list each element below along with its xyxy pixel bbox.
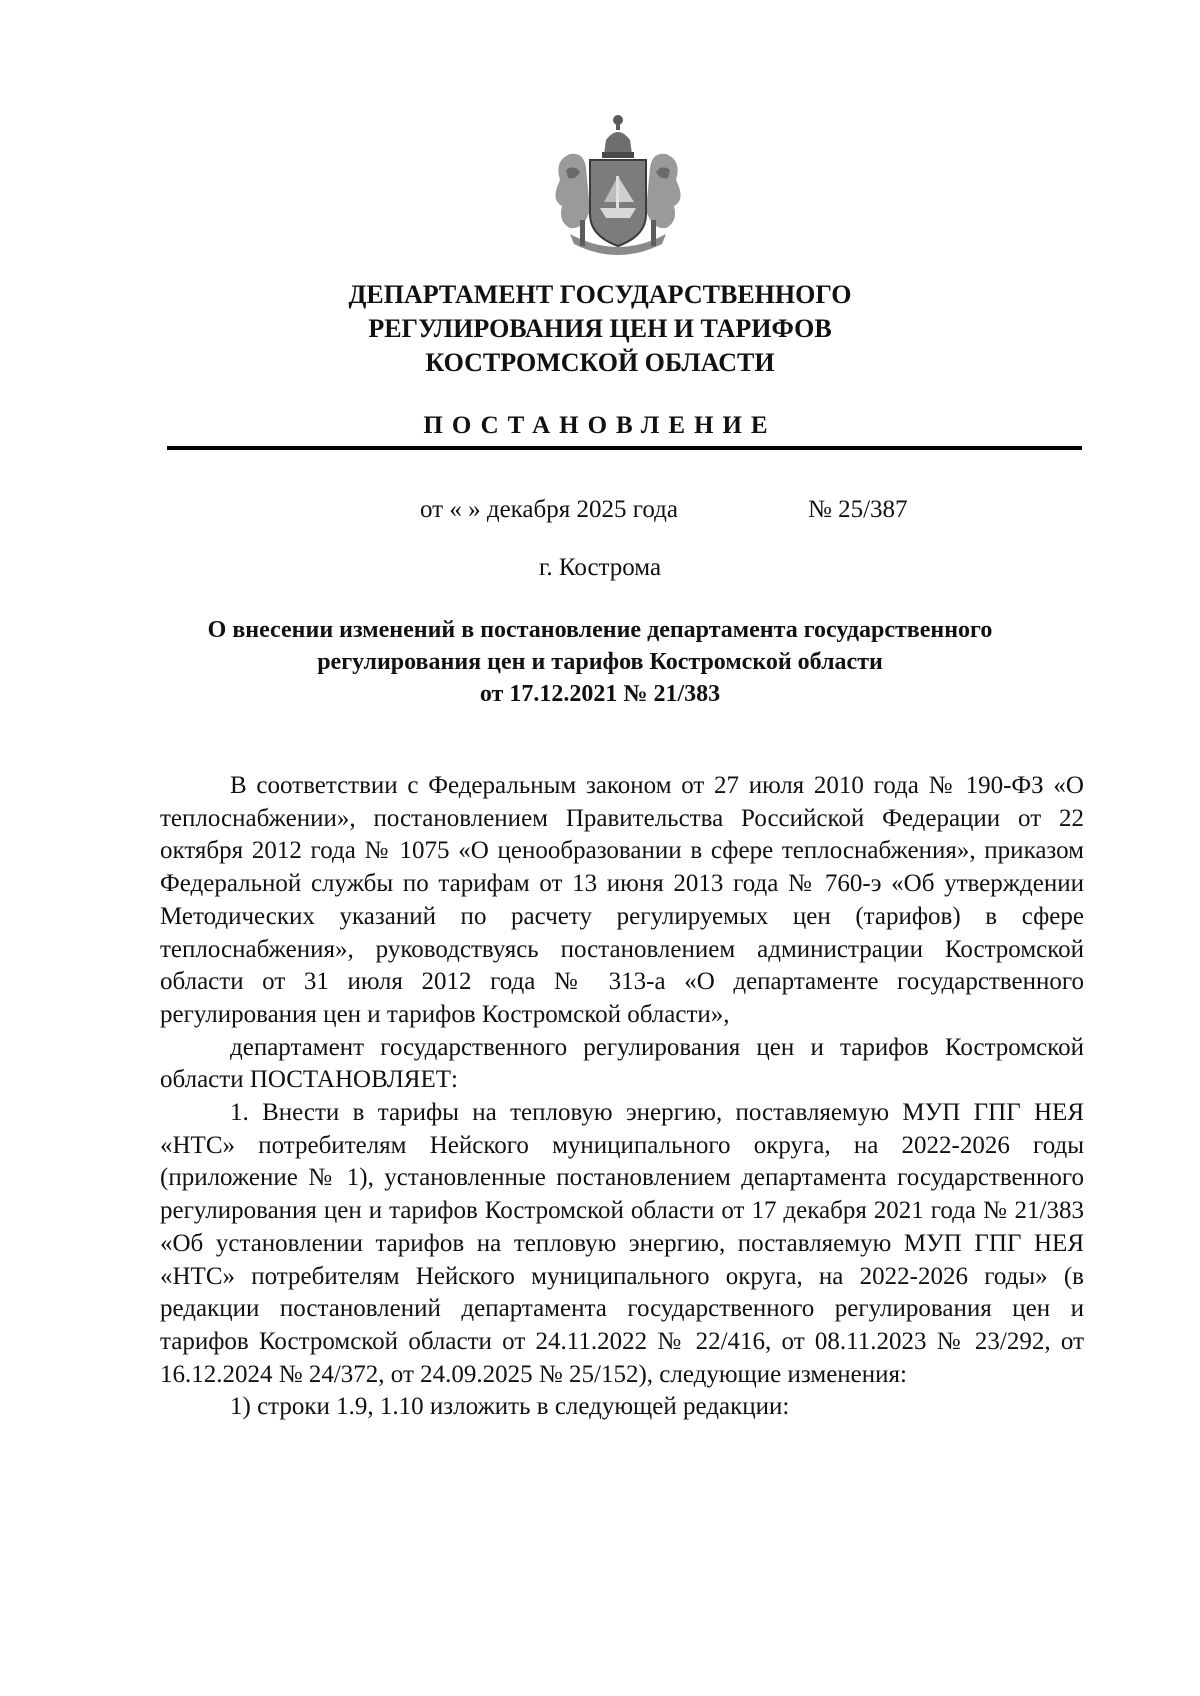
coat-of-arms-icon xyxy=(540,110,696,262)
body-paragraph-item-1: 1. Внести в тарифы на тепловую энергию, поставляемую МУП ГПГ НЕЯ «НТС» потребителям Нейского муниципального округа, на 2022-2026 годы (приложение № 1), установленные постановлением департамента государственного регулирования цен и тарифов Костромской области от 17 декабря 2021 года № 21/383 «Об установлении тарифов на тепловую энергию, поставляемую МУП ГПГ НЕЯ «НТС» потребителям Нейского муниципального округа, на 2022-2026 годы» (в редакции постановлений департамента государственного регулирования цен и тарифов Костромской области от 24.11.2022 № 22/416, от 08.11.2023 № 23/292, от 16.12.2024 № 24/372, от 24.09.2025 № 25/152), следующие изменения: xyxy=(160,1099,1084,1388)
body-paragraph-resolves: департамент государственного регулирования цен и тарифов Костромской области ПОСТАНОВЛЯЕТ: xyxy=(160,1033,1084,1094)
document-date: от « » декабря 2025 года xyxy=(420,496,678,523)
body-paragraph-preamble: В соответствии с Федеральным законом от 27 июля 2010 года № 190-ФЗ «О теплоснабжении», постановлением Правительства Российской Федерации от 22 октября 2012 года № 1075 «О ценообразовании в сфере теплоснабжения», приказом Федеральной службы по тарифам от 13 июня 2013 года № 760-э «Об утверждении Методических указаний по расчету регулируемых цен (тарифов) в сфере теплоснабжения», руководствуясь постановлением администрации Костромской области от 31 июля 2012 года № 313-а «О департаменте государственного регулирования цен и тарифов Костромской области», xyxy=(160,772,1084,1028)
document-number: № 25/387 xyxy=(808,496,908,523)
date-number-line xyxy=(0,494,1200,526)
document-body xyxy=(160,770,1084,1424)
organization-name-line: КОСТРОМСКОЙ ОБЛАСТИ xyxy=(425,348,775,377)
body-paragraph-subitem-1: 1) строки 1.9, 1.10 изложить в следующей редакции: xyxy=(230,1393,790,1421)
document-type-title: ПОСТАНОВЛЕНИЕ xyxy=(423,412,777,439)
document-subject xyxy=(120,614,1080,710)
document-city: г. Кострома xyxy=(538,554,662,581)
organization-name-line: ДЕПАРТАМЕНТ ГОСУДАРСТВЕННОГО xyxy=(348,280,852,309)
organization-name-line: РЕГУЛИРОВАНИЯ ЦЕН И ТАРИФОВ xyxy=(368,314,832,343)
header-divider xyxy=(167,446,1082,450)
subject-line: регулирования цен и тарифов Костромской области xyxy=(317,649,883,675)
organization-name xyxy=(160,278,1040,380)
subject-line: О внесении изменений в постановление департамента государственного xyxy=(207,617,993,643)
subject-line: от 17.12.2021 № 21/383 xyxy=(479,681,721,707)
